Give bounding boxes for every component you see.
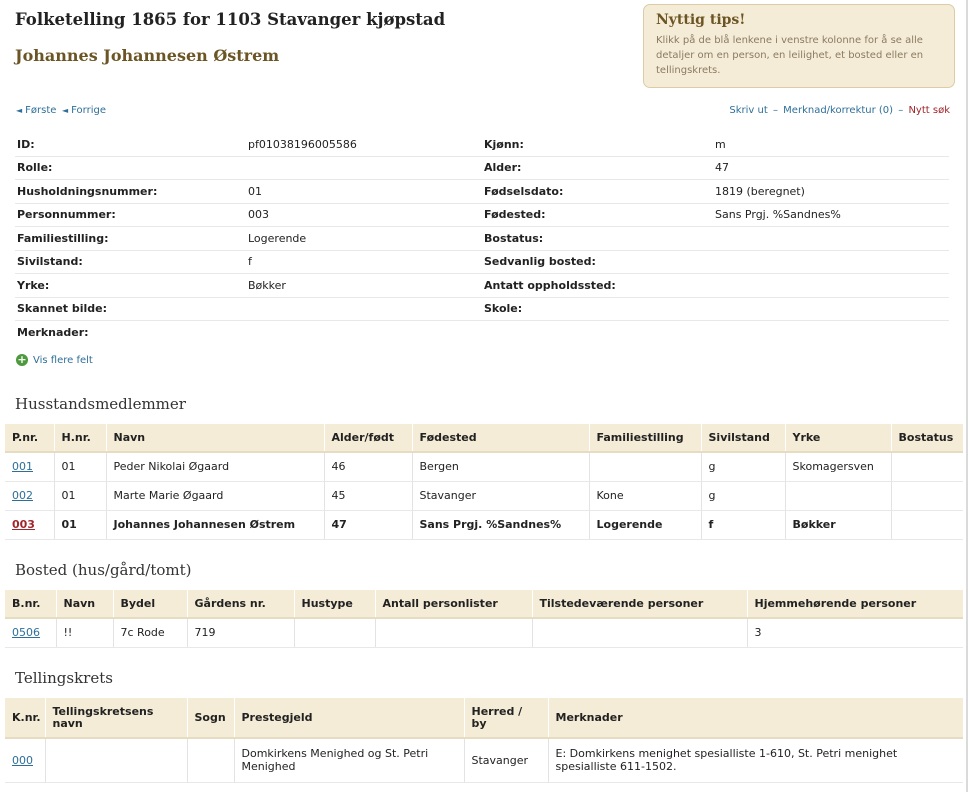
- person-name: Johannes Johannesen Østrem: [15, 46, 280, 65]
- detail-label: Sedvanlig bosted:: [484, 255, 596, 269]
- tips-title: Nyttig tips!: [656, 12, 746, 28]
- table-cell: Bøkker: [785, 510, 891, 539]
- table-row: [5, 481, 963, 510]
- detail-row: [15, 251, 949, 275]
- table-cell: 3: [747, 618, 963, 647]
- detail-row: [15, 298, 949, 322]
- detail-label: Personnummer:: [17, 208, 116, 222]
- household-section-title: Husstandsmedlemmer: [15, 395, 186, 413]
- column-header: Navn: [56, 590, 113, 618]
- detail-label: Kjønn:: [484, 137, 524, 151]
- residence-section-title: Bosted (hus/gård/tomt): [15, 561, 192, 579]
- table-cell: Marte Marie Øgaard: [106, 481, 324, 510]
- column-header: Prestegjeld: [234, 698, 464, 738]
- table-cell: [891, 481, 963, 510]
- separator: –: [772, 105, 778, 116]
- district-section-title: Tellingskrets: [15, 669, 113, 687]
- detail-label: Skole:: [484, 302, 523, 316]
- nav-prev-label: Forrige: [71, 105, 106, 116]
- table-cell: E: Domkirkens menighet spesialliste 1-610, St. Petri menighet spesialliste 611-1502.: [548, 738, 963, 782]
- table-cell: g: [701, 481, 785, 510]
- nav-first-link[interactable]: [16, 105, 56, 116]
- table-cell: 01: [54, 510, 106, 539]
- detail-row: [15, 274, 949, 298]
- table-cell: 01: [54, 452, 106, 481]
- table-cell: Bergen: [412, 452, 589, 481]
- table-cell: Domkirkens Menighed og St. Petri Menighed: [234, 738, 464, 782]
- table-cell: Skomagersven: [785, 452, 891, 481]
- column-header: Bydel: [113, 590, 187, 618]
- table-cell: 719: [187, 618, 294, 647]
- detail-value: f: [248, 255, 252, 269]
- detail-label: Merknader:: [17, 326, 89, 340]
- column-header: Merknader: [548, 698, 963, 738]
- table-row: [5, 738, 963, 782]
- arrow-left-icon: ◄: [62, 106, 69, 115]
- table-cell: [785, 481, 891, 510]
- column-header: Hjemmehørende personer: [747, 590, 963, 618]
- residence-number-link[interactable]: 0506: [12, 626, 40, 640]
- detail-label: Sivilstand:: [17, 255, 83, 269]
- nav-prev-link[interactable]: [62, 105, 106, 116]
- nav-first-label: Første: [25, 105, 57, 116]
- person-details: [15, 133, 949, 345]
- detail-label: Husholdningsnummer:: [17, 184, 158, 198]
- detail-label: Skannet bilde:: [17, 302, 108, 316]
- column-header: Yrke: [785, 424, 891, 452]
- table-cell: [45, 738, 187, 782]
- tips-box: [643, 4, 955, 88]
- table-cell: [532, 618, 747, 647]
- column-header: Navn: [106, 424, 324, 452]
- column-header: K.nr.: [5, 698, 45, 738]
- census-title: Folketelling 1865 for 1103 Stavanger kjøpstad: [15, 10, 446, 29]
- column-header: P.nr.: [5, 424, 54, 452]
- table-cell: 01: [54, 481, 106, 510]
- residence-table: [5, 590, 963, 648]
- comment-correction-link[interactable]: Merknad/korrektur (0): [783, 105, 894, 116]
- detail-label: Yrke:: [17, 278, 50, 292]
- detail-value: 01: [248, 184, 262, 198]
- table-cell: [589, 452, 701, 481]
- table-cell: Logerende: [589, 510, 701, 539]
- table-cell: [294, 618, 375, 647]
- show-more-fields-label: Vis flere felt: [33, 354, 93, 366]
- table-cell: [187, 738, 234, 782]
- separator: –: [898, 105, 904, 116]
- table-cell: g: [701, 452, 785, 481]
- detail-label: Alder:: [484, 161, 522, 175]
- table-cell: Kone: [589, 481, 701, 510]
- table-cell: [891, 510, 963, 539]
- detail-value: Logerende: [248, 231, 307, 245]
- arrow-left-icon: ◄: [16, 106, 23, 115]
- detail-value: 1819 (beregnet): [715, 184, 805, 198]
- detail-label: Rolle:: [17, 161, 53, 175]
- column-header: Sogn: [187, 698, 234, 738]
- tips-text: Klikk på de blå lenkene i venstre kolonne for å se alle detaljer om en person, en leilighet, et bosted eller en tellingskrets.: [656, 35, 924, 76]
- column-header: Tilstedeværende personer: [532, 590, 747, 618]
- table-cell: !!: [56, 618, 113, 647]
- plus-circle-icon: +: [17, 353, 27, 366]
- table-cell: f: [701, 510, 785, 539]
- table-cell: Sans Prgj. %Sandnes%: [412, 510, 589, 539]
- table-cell: 45: [324, 481, 412, 510]
- detail-value: 003: [248, 208, 269, 222]
- table-cell: Stavanger: [464, 738, 548, 782]
- district-table: [5, 698, 963, 783]
- person-number-link-current[interactable]: 003: [12, 518, 35, 531]
- detail-label: Familiestilling:: [17, 231, 109, 245]
- table-row: [5, 618, 963, 647]
- household-table: [5, 424, 963, 540]
- column-header: Alder/født: [324, 424, 412, 452]
- detail-value: pf01038196005586: [248, 137, 357, 151]
- table-header-row: [5, 698, 963, 738]
- column-header: H.nr.: [54, 424, 106, 452]
- column-header: Antall personlister: [375, 590, 532, 618]
- detail-label: Bostatus:: [484, 231, 544, 245]
- table-cell: [375, 618, 532, 647]
- detail-label: Fødselsdato:: [484, 184, 564, 198]
- detail-row: [15, 227, 949, 251]
- table-cell: [891, 452, 963, 481]
- table-row: [5, 452, 963, 481]
- detail-row: [15, 321, 949, 345]
- table-cell: Peder Nikolai Øgaard: [106, 452, 324, 481]
- table-header-row: [5, 590, 963, 618]
- detail-value: Bøkker: [248, 278, 286, 292]
- column-header: Gårdens nr.: [187, 590, 294, 618]
- detail-row: [15, 133, 949, 157]
- column-header: Fødested: [412, 424, 589, 452]
- detail-row: [15, 204, 949, 228]
- person-number-link[interactable]: 002: [12, 489, 33, 502]
- table-cell: 7c Rode: [113, 618, 187, 647]
- detail-label: ID:: [17, 137, 35, 151]
- column-header: Sivilstand: [701, 424, 785, 452]
- column-header: Herred / by: [464, 698, 548, 738]
- table-row-current-person: [5, 510, 963, 539]
- detail-row: [15, 157, 949, 181]
- table-header-row: [5, 424, 963, 452]
- print-link[interactable]: Skriv ut: [729, 105, 768, 116]
- column-header: Hustype: [294, 590, 375, 618]
- show-more-fields-link[interactable]: [16, 354, 93, 366]
- detail-row: [15, 180, 949, 204]
- action-links: [729, 105, 950, 116]
- detail-value: m: [715, 137, 726, 151]
- column-header: Familiestilling: [589, 424, 701, 452]
- column-header: Bostatus: [891, 424, 963, 452]
- detail-label: Fødested:: [484, 208, 546, 222]
- new-search-link[interactable]: Nytt søk: [908, 105, 950, 116]
- column-header: B.nr.: [5, 590, 56, 618]
- table-cell: 46: [324, 452, 412, 481]
- person-number-link[interactable]: 001: [12, 460, 33, 474]
- district-number-link[interactable]: 000: [12, 753, 33, 767]
- detail-value: 47: [715, 161, 729, 175]
- table-cell: Stavanger: [412, 481, 589, 510]
- table-cell: Johannes Johannesen Østrem: [106, 510, 324, 539]
- detail-value: Sans Prgj. %Sandnes%: [715, 208, 841, 222]
- table-cell: 47: [324, 510, 412, 539]
- detail-label: Antatt oppholdssted:: [484, 278, 616, 292]
- column-header: Tellingskretsens navn: [45, 698, 187, 738]
